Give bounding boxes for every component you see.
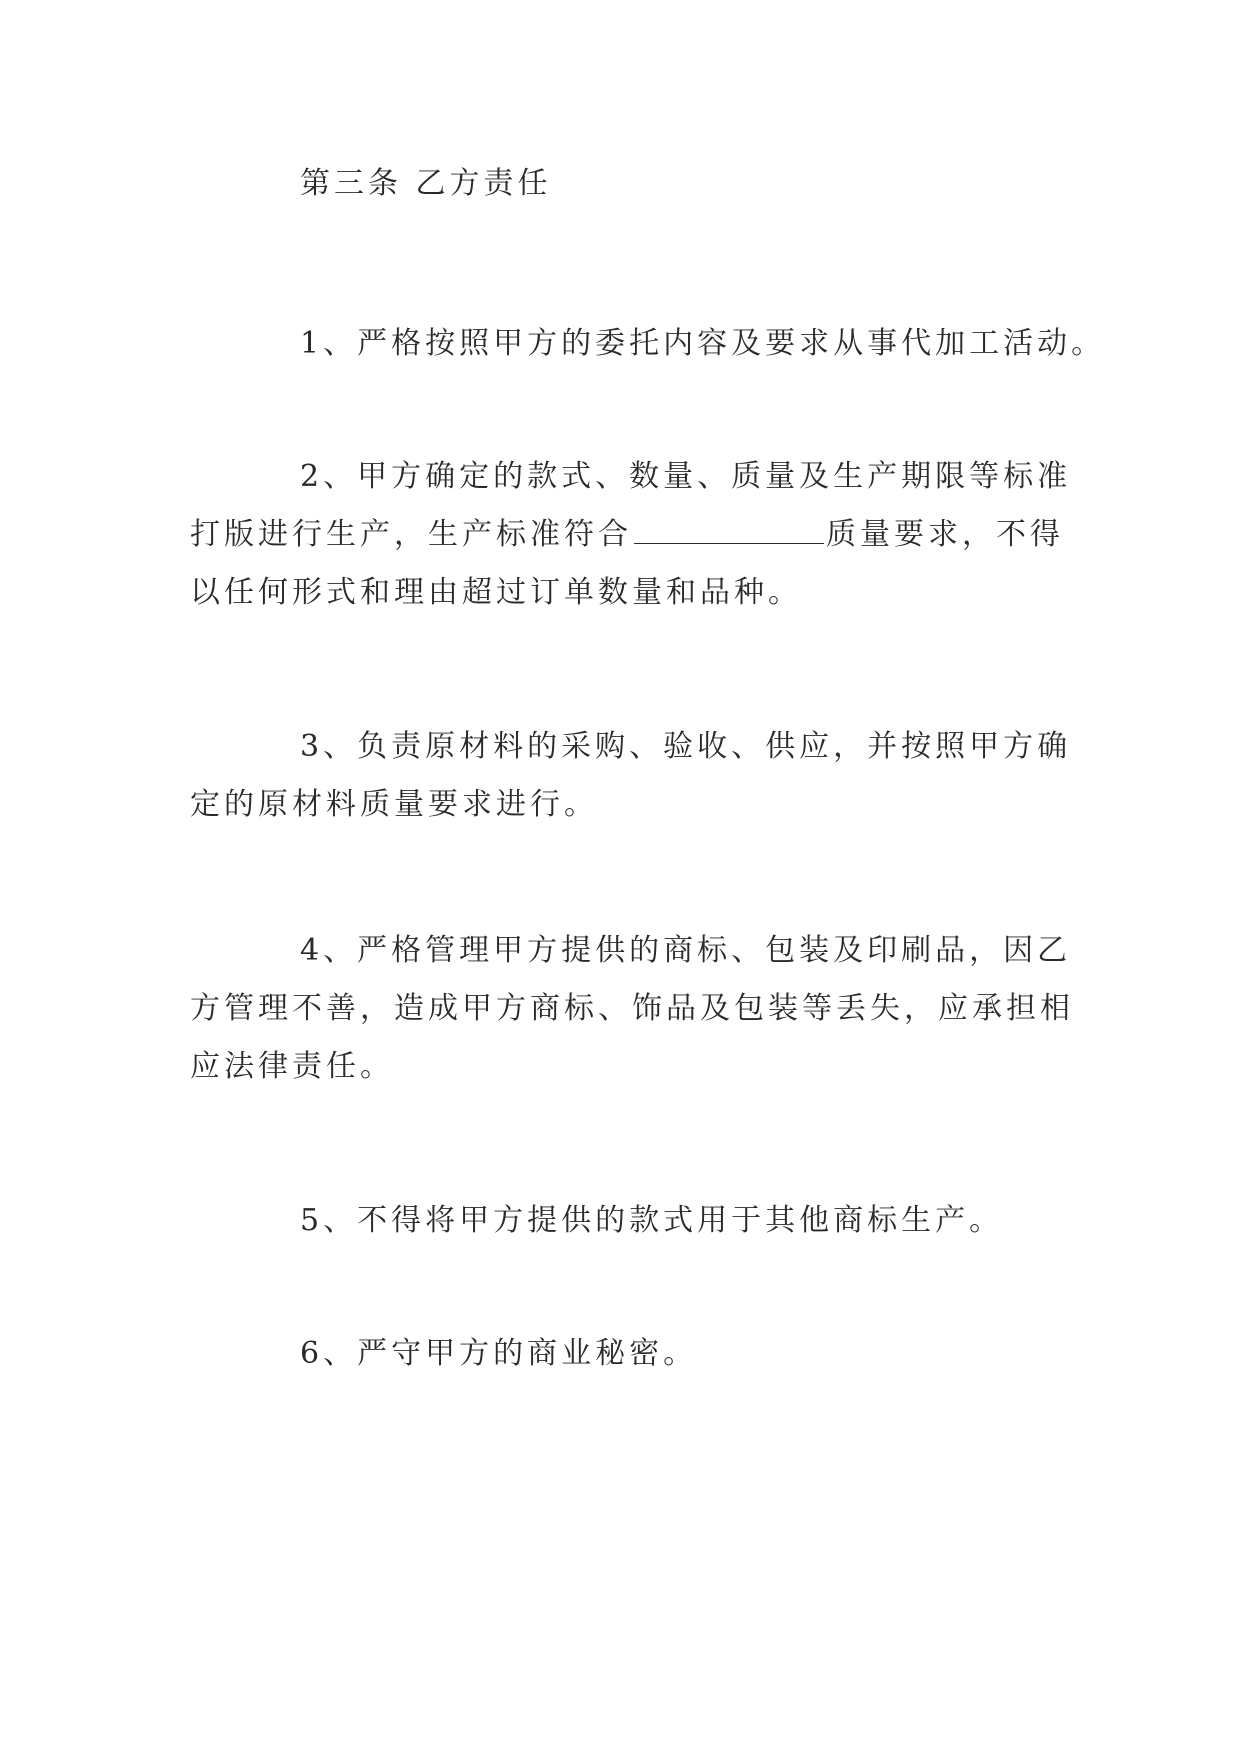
clause-4-line-3: 应法律责任。 xyxy=(190,1049,394,1084)
clause-4 xyxy=(190,922,1074,1096)
clause-5-line-1: 5、不得将甲方提供的款式用于其他商标生产。 xyxy=(300,1203,1004,1238)
clause-3 xyxy=(190,718,1072,834)
section-title: 第三条 乙方责任 xyxy=(300,166,552,201)
fill-in-blank xyxy=(634,511,824,544)
clause-3-line-1: 3、负责原材料的采购、验收、供应，并按照甲方确 xyxy=(300,729,1072,764)
clause-3-line-2: 定的原材料质量要求进行。 xyxy=(190,787,598,822)
clause-6 xyxy=(190,1325,1050,1383)
clause-4-line-2: 方管理不善，造成甲方商标、饰品及包装等丢失，应承担相 xyxy=(190,991,1074,1026)
clause-4-line-1: 4、严格管理甲方提供的商标、包装及印刷品，因乙 xyxy=(300,933,1072,968)
clause-2-line-2: 打版进行生产，生产标准符合 质量要求，不得 xyxy=(190,506,1050,564)
clause-2-line-3: 以任何形式和理由超过订单数量和品种。 xyxy=(190,575,802,610)
clause-6-line-1: 6、严守甲方的商业秘密。 xyxy=(300,1336,698,1371)
clause-1-line-1: 1、严格按照甲方的委托内容及要求从事代加工活动。 xyxy=(300,326,1106,361)
clause-2 xyxy=(190,448,1072,622)
clause-1 xyxy=(190,315,1106,373)
clause-5 xyxy=(190,1192,1050,1250)
clause-2-line-1: 2、甲方确定的款式、数量、质量及生产期限等标准 xyxy=(300,459,1072,494)
